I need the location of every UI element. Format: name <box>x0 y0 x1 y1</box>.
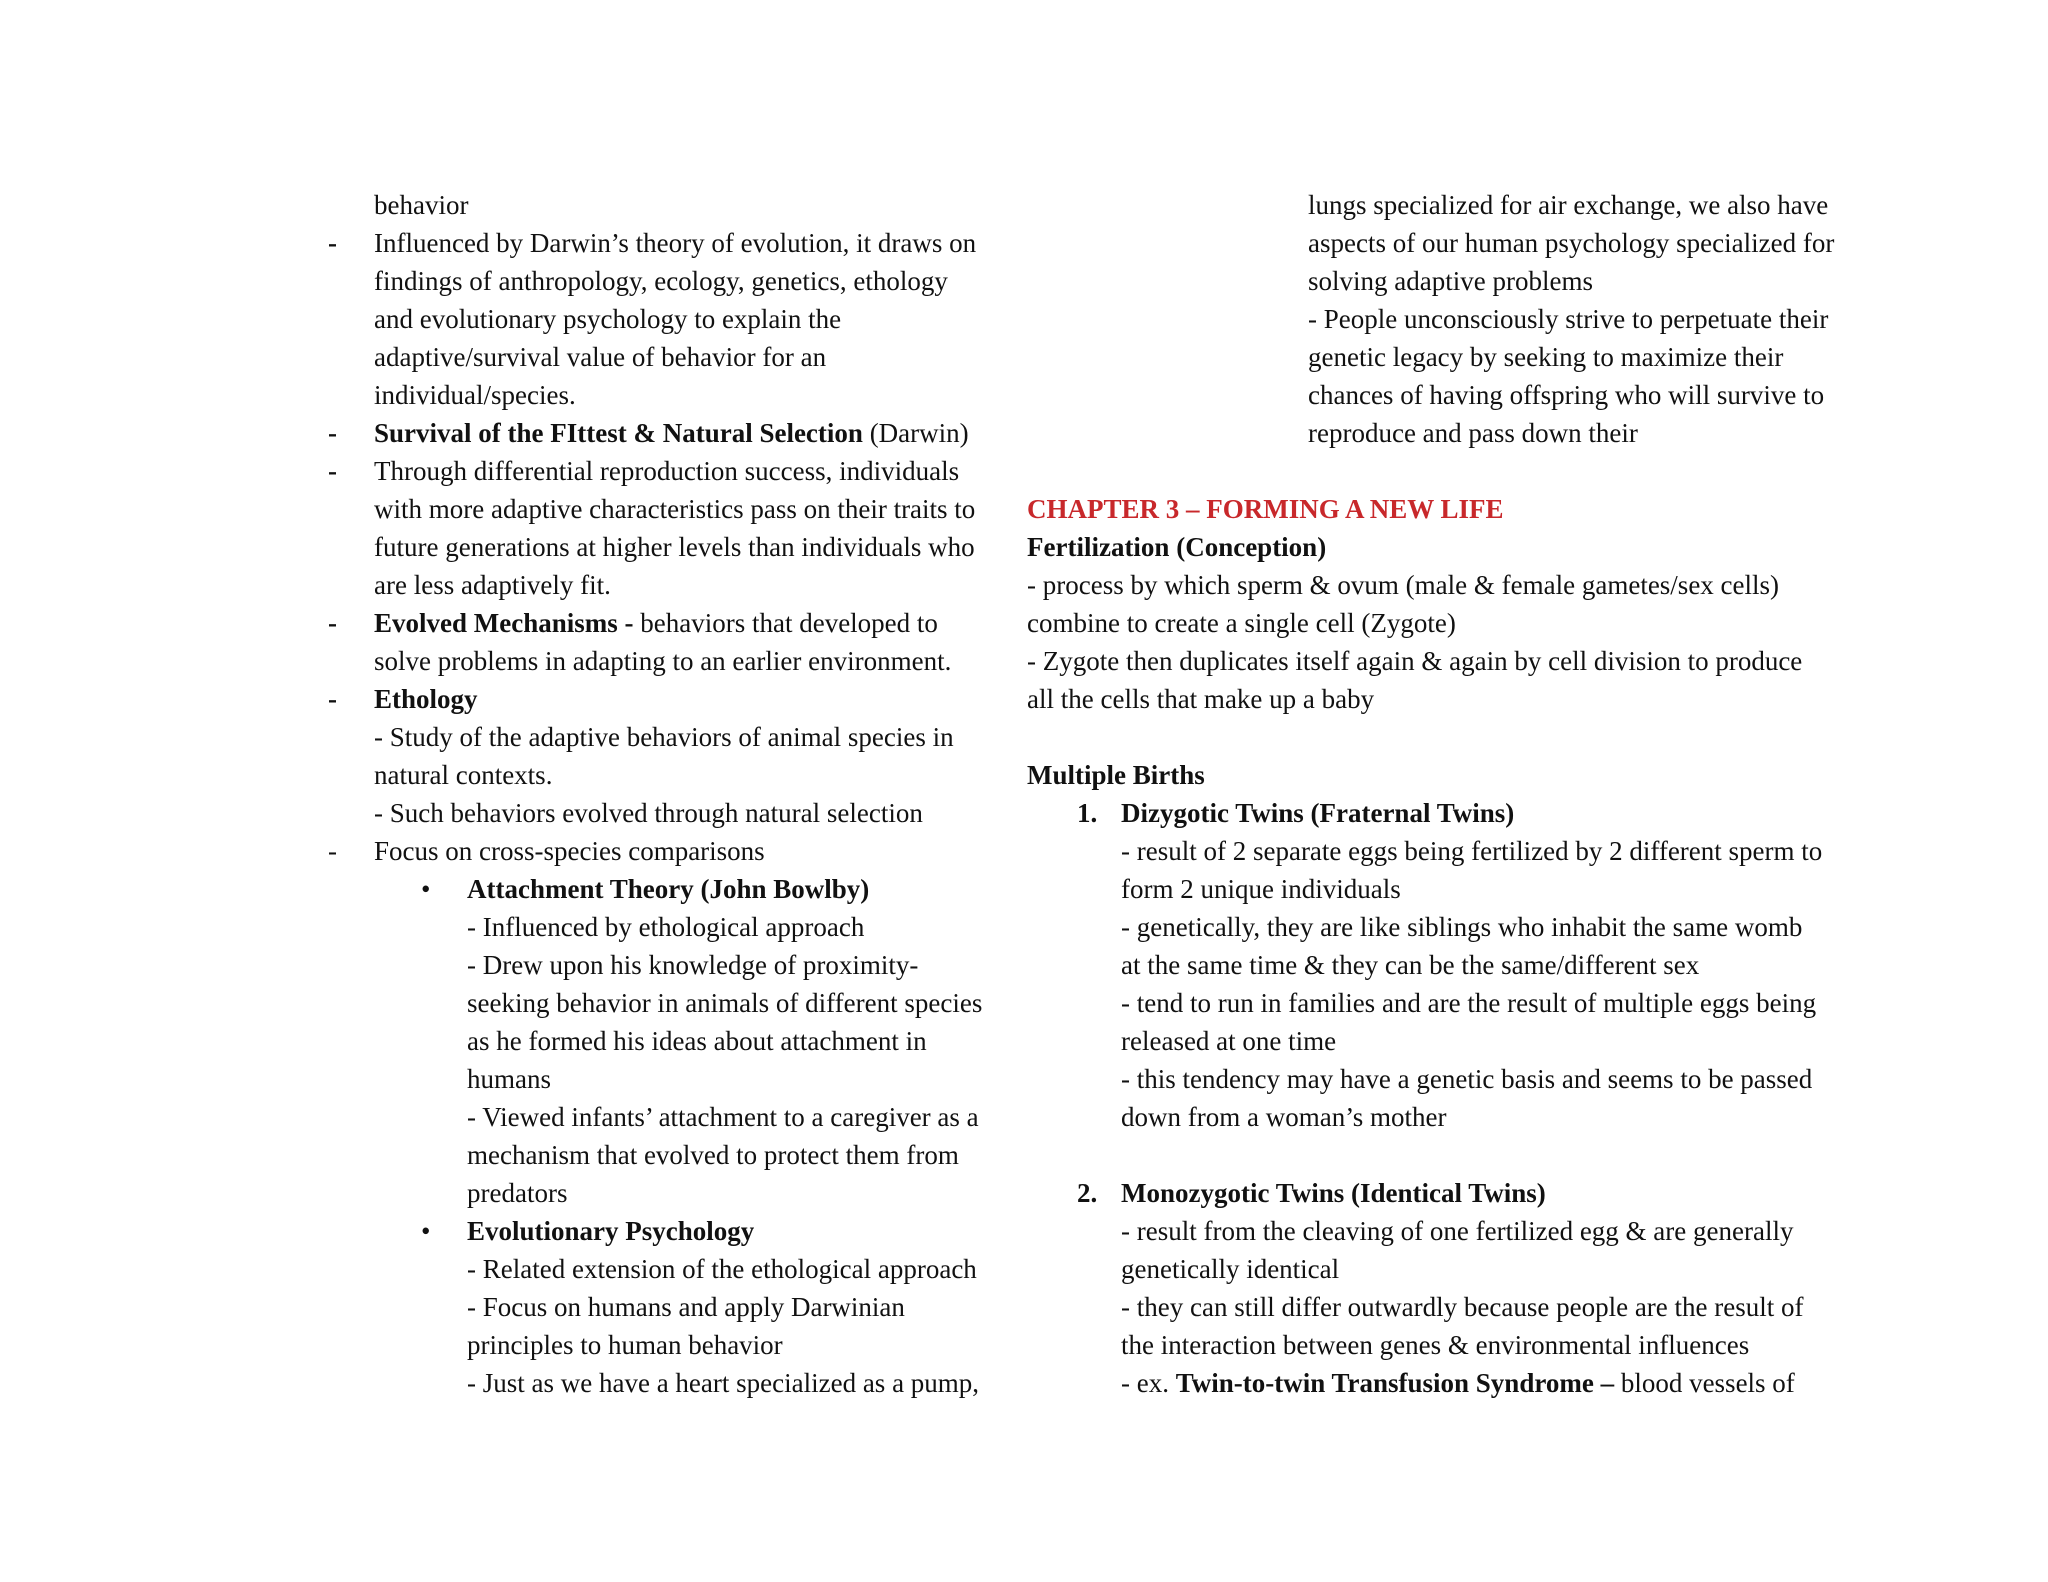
text-line: mechanism that evolved to protect them from <box>467 1140 959 1170</box>
text-line: at the same time & they can be the same/different sex <box>1121 950 1700 980</box>
text-line: - Just as we have a heart specialized as a pump, <box>467 1368 980 1398</box>
attachment-theory-heading: Attachment Theory (John Bowlby) <box>467 874 870 904</box>
text-line: the interaction between genes & environmental influences <box>1121 1330 1750 1360</box>
text-line: individual/species. <box>374 380 576 410</box>
text-line: Focus on cross-species comparisons <box>374 836 765 866</box>
text-line: future generations at higher levels than individuals who <box>374 532 975 562</box>
text-line: - Study of the adaptive behaviors of animal species in <box>374 722 954 752</box>
text-line: adaptive/survival value of behavior for an <box>374 342 827 372</box>
evolutionary-psychology-heading: Evolutionary Psychology <box>467 1216 755 1246</box>
text-line: combine to create a single cell (Zygote) <box>1027 608 1456 638</box>
ttts-line <box>1121 1364 1795 1402</box>
ttts-heading: Twin-to-twin Transfusion Syndrome – <box>1175 1368 1615 1398</box>
text-line: - genetically, they are like siblings who inhabit the same womb <box>1121 912 1803 942</box>
text-line: - Zygote then duplicates itself again & again by cell division to produce <box>1027 646 1803 676</box>
text-line: - this tendency may have a genetic basis and seems to be passed <box>1121 1064 1813 1094</box>
text-line: - Viewed infants’ attachment to a caregiver as a <box>467 1102 979 1132</box>
text-line: down from a woman’s mother <box>1121 1102 1447 1132</box>
list-number: 1. <box>1077 798 1098 828</box>
text-line: natural contexts. <box>374 760 553 790</box>
text-line: predators <box>467 1178 568 1208</box>
text-line: aspects of our human psychology specialized for <box>1308 228 1835 258</box>
dizygotic-heading: Dizygotic Twins (Fraternal Twins) <box>1121 798 1515 828</box>
ethology-heading: Ethology <box>374 684 478 714</box>
text-line: and evolutionary psychology to explain the <box>374 304 842 334</box>
text-line: - process by which sperm & ovum (male & female gametes/sex cells) <box>1027 570 1780 600</box>
text-line: form 2 unique individuals <box>1121 874 1401 904</box>
list-number: 2. <box>1077 1178 1098 1208</box>
text-line: - Influenced by ethological approach <box>467 912 865 942</box>
monozygotic-heading: Monozygotic Twins (Identical Twins) <box>1121 1178 1546 1208</box>
chapter-title: CHAPTER 3 – FORMING A NEW LIFE <box>1027 494 1504 524</box>
text-line: genetically identical <box>1121 1254 1340 1284</box>
text-line: with more adaptive characteristics pass on their traits to <box>374 494 976 524</box>
multiple-births-heading: Multiple Births <box>1027 760 1205 790</box>
text-line: genetic legacy by seeking to maximize their <box>1308 342 1784 372</box>
text-line: findings of anthropology, ecology, genetics, ethology <box>374 266 948 296</box>
text-line: all the cells that make up a baby <box>1027 684 1375 714</box>
evolved-text: behaviors that developed to <box>633 608 938 638</box>
text-line: chances of having offspring who will survive to <box>1308 380 1825 410</box>
dash-marker: - <box>328 228 337 258</box>
dash-marker: - <box>328 456 337 486</box>
text-line: - they can still differ outwardly because people are the result of <box>1121 1292 1804 1322</box>
evolved-heading: Evolved Mechanisms - <box>374 608 634 638</box>
text-line: behavior <box>374 190 469 220</box>
text-line: lungs specialized for air exchange, we also have <box>1308 190 1829 220</box>
text-line: humans <box>467 1064 551 1094</box>
text-line: released at one time <box>1121 1026 1337 1056</box>
bullet-marker: • <box>421 1216 431 1246</box>
text-line: Influenced by Darwin’s theory of evolution, it draws on <box>374 228 977 258</box>
text-line: are less adaptively fit. <box>374 570 611 600</box>
bullet-marker: • <box>421 874 431 904</box>
ttts-text: blood vessels of <box>1614 1368 1795 1398</box>
dash-marker: - <box>328 836 337 866</box>
dash-marker: - <box>328 418 337 448</box>
fertilization-heading: Fertilization (Conception) <box>1027 532 1327 562</box>
text-line: - tend to run in families and are the result of multiple eggs being <box>1121 988 1817 1018</box>
text-line: solve problems in adapting to an earlier environment. <box>374 646 952 676</box>
text-line: - Focus on humans and apply Darwinian <box>467 1292 905 1322</box>
text-line: principles to human behavior <box>467 1330 783 1360</box>
survival-line <box>374 414 969 452</box>
dash-marker: - <box>328 684 337 714</box>
text-line: - Drew upon his knowledge of proximity- <box>467 950 919 980</box>
text-line: - result of 2 separate eggs being fertilized by 2 different sperm to <box>1121 836 1823 866</box>
dash-marker: - <box>328 608 337 638</box>
text-line: - Related extension of the ethological approach <box>467 1254 977 1284</box>
text-line: - Such behaviors evolved through natural selection <box>374 798 923 828</box>
survival-heading: Survival of the FIttest & Natural Selection <box>374 418 863 448</box>
text-line: as he formed his ideas about attachment in <box>467 1026 927 1056</box>
survival-attribution: (Darwin) <box>862 418 969 448</box>
text-line: - result from the cleaving of one fertilized egg & are generally <box>1121 1216 1794 1246</box>
text-line: - People unconsciously strive to perpetuate their <box>1308 304 1829 334</box>
text-line: Through differential reproduction success, individuals <box>374 456 960 486</box>
evolved-line <box>374 604 938 642</box>
text-line: seeking behavior in animals of different species <box>467 988 983 1018</box>
ttts-prefix: - ex. <box>1121 1368 1176 1398</box>
text-line: solving adaptive problems <box>1308 266 1593 296</box>
text-line: reproduce and pass down their <box>1308 418 1638 448</box>
